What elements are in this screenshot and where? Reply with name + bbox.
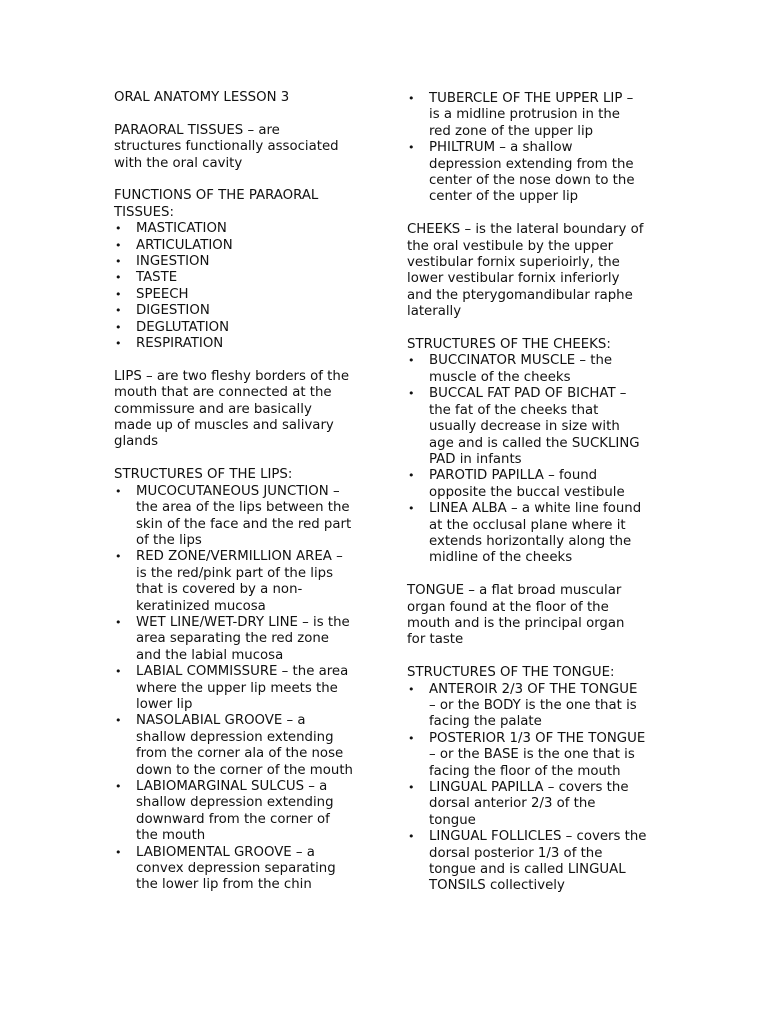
list-item (114, 303, 366, 319)
functions-list (114, 221, 366, 352)
cheeks-structures-heading: STRUCTURES OF THE CHEEKS: (407, 337, 611, 353)
cheeks-definition: CHEEKS – is the lateral boundary of the oral vestibule by the upper vestibular fornix superioirly, the lower vestibular fornix inferiorly and the pterygomandibular raphe laterally (407, 222, 644, 320)
list-item (114, 238, 366, 254)
list-item (407, 780, 663, 829)
list-item-text: BUCCINATOR MUSCLE – the muscle of the cheeks (429, 353, 613, 385)
list-item (114, 615, 366, 664)
bullet-icon: • (115, 320, 122, 334)
bullet-icon: • (115, 337, 122, 351)
lips-structures-heading: STRUCTURES OF THE LIPS: (114, 467, 293, 483)
list-item-text: PAROTID PAPILLA – found opposite the buccal vestibule (429, 468, 625, 500)
list-item (407, 386, 663, 468)
list-item (407, 91, 663, 140)
tongue-definition: TONGUE – a flat broad muscular organ found at the floor of the mouth and is the principal organ for taste (407, 583, 625, 648)
paraoral-definition: PARAORAL TISSUES – are structures functionally associated with the oral cavity (114, 122, 339, 171)
list-item-text: POSTERIOR 1/3 OF THE TONGUE – or the BASE is the one that is facing the floor of the mouth (429, 730, 646, 779)
bullet-icon: • (115, 238, 122, 252)
list-item (407, 353, 663, 386)
bullet-icon: • (115, 222, 122, 236)
bullet-icon: • (408, 682, 415, 696)
list-item-text: RESPIRATION (136, 336, 224, 352)
list-item (407, 731, 663, 780)
list-item (114, 287, 366, 303)
list-item (114, 549, 366, 615)
bullet-icon: • (408, 502, 415, 516)
bullet-icon: • (115, 255, 122, 269)
bullet-icon: • (408, 781, 415, 794)
bullet-icon: • (408, 387, 415, 401)
lips-definition: LIPS – are two fleshy borders of the mouth that are connected at the commissure and are basically made up of muscles and salivary glands (114, 368, 349, 450)
bullet-icon: • (115, 550, 122, 564)
list-item (407, 501, 663, 567)
list-item-text: DEGLUTATION (136, 319, 230, 335)
list-item-text: INGESTION (136, 254, 210, 270)
cheeks-structures-list (407, 353, 663, 566)
bullet-icon: • (408, 469, 415, 483)
list-item-text: TASTE (136, 270, 178, 286)
list-item (114, 713, 366, 779)
list-item (407, 140, 663, 206)
list-item (114, 664, 366, 713)
list-item-text: DIGESTION (136, 303, 210, 319)
bullet-icon: • (408, 141, 415, 155)
tongue-structures-list (407, 682, 663, 895)
list-item (114, 484, 366, 550)
functions-heading: FUNCTIONS OF THE PARAORAL TISSUES: (114, 188, 319, 220)
list-item (114, 254, 366, 270)
list-item-text: ARTICULATION (136, 237, 233, 253)
list-item-text: RED ZONE/VERMILLION AREA – is the red/pink part of the lips that is covered by a non- keratinized mucosa (136, 549, 343, 614)
list-item-text: PHILTRUM – a shallow depression extending from the center of the nose down to the center of the upper lip (429, 140, 635, 205)
list-item (407, 682, 663, 731)
bullet-icon: • (115, 665, 122, 679)
list-item-text: LINEA ALBA – a white line found at the occlusal plane where it extends horizontally along the midline of the cheeks (429, 501, 642, 566)
bullet-icon: • (408, 92, 415, 105)
right-column (407, 91, 663, 911)
list-item-text: ANTEROIR 2/3 OF THE TONGUE – or the BODY is the one that is facing the palate (429, 681, 638, 730)
bullet-icon: • (115, 615, 122, 629)
list-item (407, 468, 663, 501)
bullet-icon: • (115, 271, 122, 285)
list-item-text: SPEECH (136, 286, 189, 302)
bullet-icon: • (115, 714, 122, 728)
list-item-text: LABIOMENTAL GROOVE – a convex depression separating the lower lip from the chin (136, 844, 336, 893)
bullet-icon: • (115, 780, 122, 793)
list-item (114, 221, 366, 237)
list-item (114, 336, 366, 352)
list-item-text: TUBERCLE OF THE UPPER LIP – is a midline protrusion in the red zone of the upper lip (429, 91, 634, 139)
list-item-text: LABIOMARGINAL SULCUS – a shallow depression extending downward from the corner of the mouth (136, 779, 334, 844)
list-item-text: LINGUAL PAPILLA – covers the dorsal anterior 2/3 of the tongue (429, 780, 629, 828)
list-item-text: MASTICATION (136, 221, 227, 237)
list-item-text: NASOLABIAL GROOVE – a shallow depression extending from the corner ala of the nose down to the corner of the mouth (136, 713, 353, 778)
list-item (114, 845, 366, 894)
list-item-text: LINGUAL FOLLICLES – covers the dorsal posterior 1/3 of the tongue and is called LINGUAL TONSILS collectively (429, 829, 647, 894)
list-item (114, 270, 366, 286)
bullet-icon: • (115, 304, 122, 318)
list-item (114, 320, 366, 336)
lesson-title: ORAL ANATOMY LESSON 3 (114, 90, 290, 105)
bullet-icon: • (115, 484, 122, 498)
lips-structures-list (114, 484, 366, 894)
bullet-icon: • (408, 354, 415, 368)
list-item-text: LABIAL COMMISSURE – the area where the upper lip meets the lower lip (136, 664, 349, 712)
bullet-icon: • (408, 731, 415, 745)
lips-structures-continued-list (407, 91, 663, 206)
list-item (114, 779, 366, 845)
list-item (407, 829, 663, 895)
left-column (114, 90, 366, 910)
bullet-icon: • (115, 845, 122, 859)
bullet-icon: • (115, 287, 122, 301)
list-item-text: WET LINE/WET-DRY LINE – is the area separating the red zone and the labial mucosa (136, 614, 350, 663)
tongue-structures-heading: STRUCTURES OF THE TONGUE: (407, 665, 615, 681)
bullet-icon: • (408, 830, 415, 844)
list-item-text: MUCOCUTANEOUS JUNCTION – the area of the lips between the skin of the face and the red part of the lips (136, 483, 352, 548)
list-item-text: BUCCAL FAT PAD OF BICHAT – the fat of the cheeks that usually decrease in size with age and is called the SUCKLING PAD in infants (429, 386, 640, 467)
